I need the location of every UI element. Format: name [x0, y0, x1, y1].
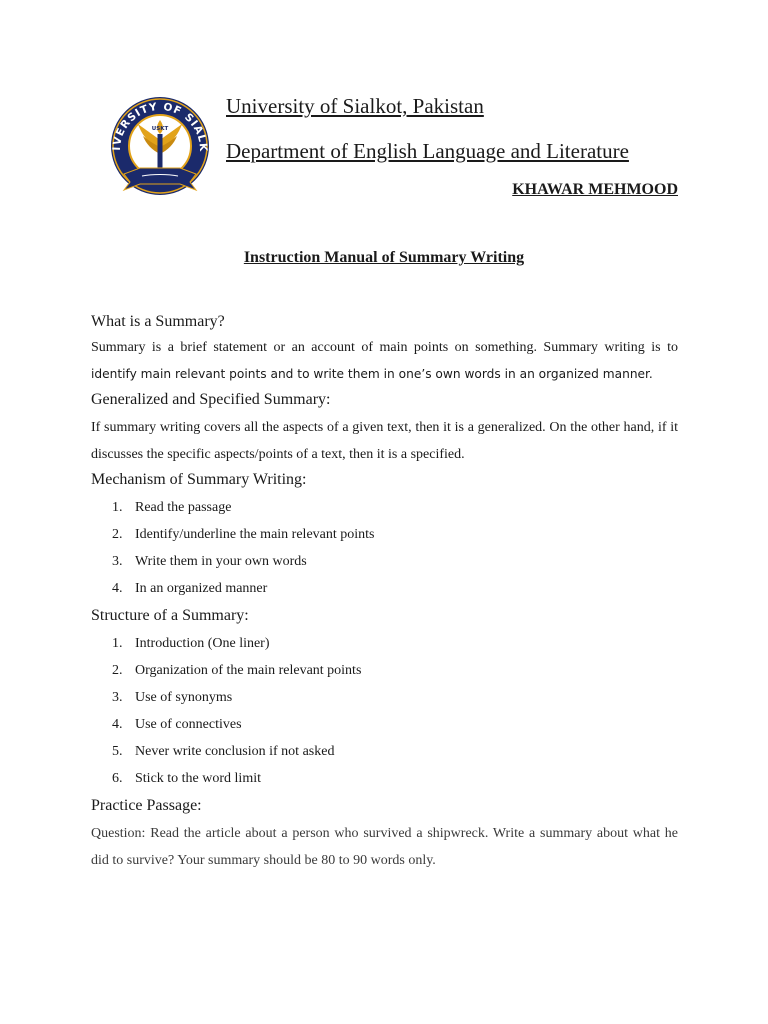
list-item-text: Use of connectives [135, 717, 242, 732]
structure-list [91, 630, 678, 792]
list-item-text: Stick to the word limit [135, 771, 261, 786]
list-item [91, 657, 678, 684]
list-item [91, 548, 678, 575]
list-item [91, 494, 678, 521]
section-heading-structure: Structure of a Summary: [91, 607, 249, 624]
author-name: KHAWAR MEHMOOD [512, 181, 678, 198]
list-item-text: Identify/underline the main relevant points [135, 527, 375, 542]
list-item-text: Never write conclusion if not asked [135, 744, 335, 759]
list-item-text: Write them in your own words [135, 554, 307, 569]
list-item-number: 4. [112, 581, 123, 596]
list-item [91, 684, 678, 711]
paragraph-what-is-summary [91, 334, 678, 388]
paragraph-what-is-summary-part2: identify main relevant points and to write them in one’s own words in an organized manner. [91, 367, 653, 381]
list-item [91, 630, 678, 657]
list-item-number: 5. [112, 744, 123, 759]
list-item [91, 521, 678, 548]
list-item-number: 6. [112, 771, 123, 786]
section-heading-what-is-summary: What is a Summary? [91, 313, 225, 330]
logo-ring-text: IVERSITY OF SIALK [110, 100, 210, 153]
list-item-number: 4. [112, 717, 123, 732]
department-name: Department of English Language and Literature [226, 139, 629, 163]
university-seal-icon [106, 94, 214, 196]
section-heading-generalized: Generalized and Specified Summary: [91, 391, 331, 408]
paragraph-what-is-summary-part1: Summary is a brief statement or an account of main points on something. Summary writing is to [91, 340, 678, 355]
list-item-number: 2. [112, 527, 123, 542]
list-item-text: Read the passage [135, 500, 232, 515]
list-item-number: 2. [112, 663, 123, 678]
paragraph-generalized: If summary writing covers all the aspects of a given text, then it is a generalized. On the other hand, if it discusses the specific aspects/points of a text, then it is a specified. [91, 420, 678, 462]
list-item [91, 711, 678, 738]
list-item-number: 3. [112, 554, 123, 569]
list-item [91, 575, 678, 602]
list-item-number: 1. [112, 636, 123, 651]
list-item-text: Introduction (One liner) [135, 636, 270, 651]
logo-emblem-text: USKT [151, 126, 169, 132]
list-item-text: Use of synonyms [135, 690, 233, 705]
university-logo [106, 94, 214, 196]
document-title: Instruction Manual of Summary Writing [243, 249, 525, 266]
paragraph-practice-question: Question: Read the article about a person who survived a shipwreck. Write a summary about what he did to survive? Your summary should be 80 to 90 words only. [91, 826, 678, 868]
list-item-number: 1. [112, 500, 123, 515]
university-name: University of Sialkot, Pakistan [226, 94, 484, 118]
mechanism-list [91, 494, 678, 602]
list-item [91, 765, 678, 792]
list-item [91, 738, 678, 765]
list-item-text: In an organized manner [135, 581, 268, 596]
list-item-number: 3. [112, 690, 123, 705]
section-heading-practice: Practice Passage: [91, 797, 202, 814]
document-body [91, 310, 678, 874]
section-heading-mechanism: Mechanism of Summary Writing: [91, 471, 307, 488]
list-item-text: Organization of the main relevant points [135, 663, 362, 678]
